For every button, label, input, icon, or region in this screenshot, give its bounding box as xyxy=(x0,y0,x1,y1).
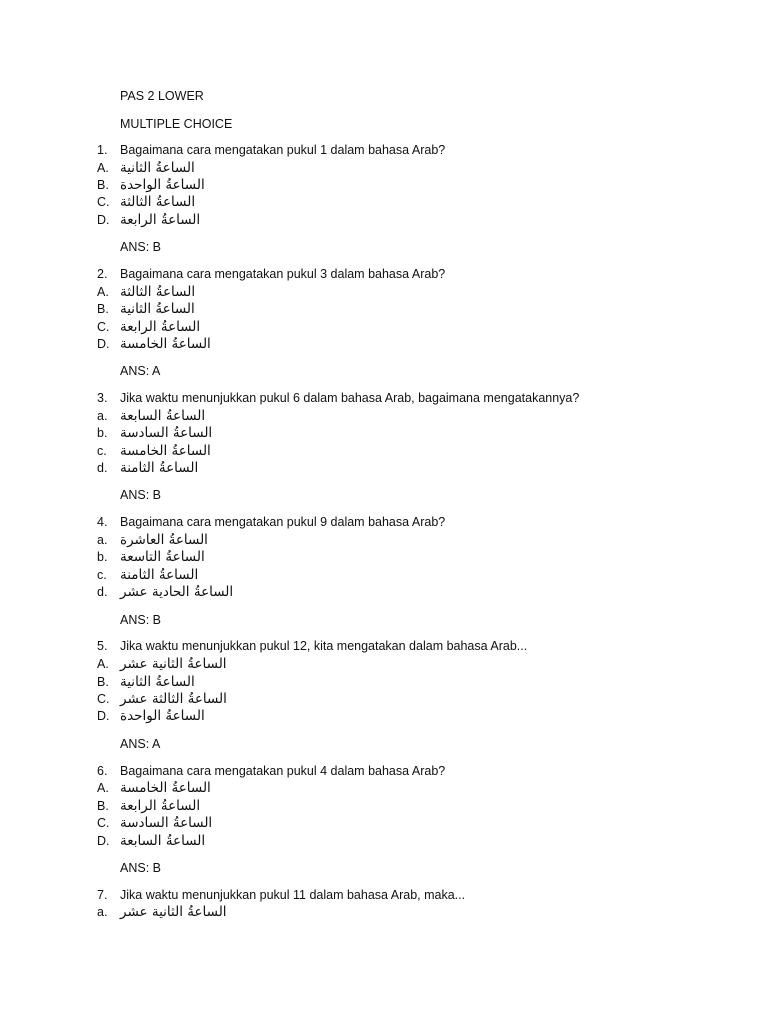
option-letter: a. xyxy=(97,905,108,919)
option-text: الساعةُ الواحدة xyxy=(120,708,205,724)
document-title: PAS 2 LOWER xyxy=(120,89,204,103)
option-text: الساعةُ السادسة xyxy=(120,815,213,831)
option-letter: A. xyxy=(97,781,109,795)
option-letter: b. xyxy=(97,426,108,440)
option-text: الساعةُ الثانية xyxy=(120,674,195,690)
question-number: 6. xyxy=(97,764,108,778)
question-number: 4. xyxy=(97,515,108,529)
option-letter: a. xyxy=(97,409,108,423)
option-letter: c. xyxy=(97,444,107,458)
answer-key: ANS: B xyxy=(120,861,161,875)
option-letter: C. xyxy=(97,320,110,334)
option-text: الساعةُ الثالثة عشر xyxy=(120,691,227,707)
option-text: الساعةُ الثانية عشر xyxy=(120,904,227,920)
option-letter: A. xyxy=(97,161,109,175)
question-text: Bagaimana cara mengatakan pukul 9 dalam bahasa Arab? xyxy=(120,515,446,529)
option-letter: C. xyxy=(97,816,110,830)
option-text: الساعةُ الخامسة xyxy=(120,780,211,796)
option-text: الساعةُ العاشرة xyxy=(120,532,208,548)
answer-key: ANS: B xyxy=(120,240,161,254)
option-letter: b. xyxy=(97,550,108,564)
option-letter: B. xyxy=(97,675,109,689)
option-text: الساعةُ الثانية xyxy=(120,160,195,176)
option-letter: D. xyxy=(97,213,110,227)
option-letter: D. xyxy=(97,834,110,848)
section-heading: MULTIPLE CHOICE xyxy=(120,117,233,131)
answer-key: ANS: A xyxy=(120,737,161,751)
question-text: Bagaimana cara mengatakan pukul 4 dalam bahasa Arab? xyxy=(120,764,446,778)
option-letter: D. xyxy=(97,709,110,723)
option-text: الساعةُ الحادية عشر xyxy=(120,584,234,600)
option-text: الساعةُ السابعة xyxy=(120,408,206,424)
answer-key: ANS: A xyxy=(120,364,161,378)
option-letter: c. xyxy=(97,568,107,582)
option-letter: B. xyxy=(97,302,109,316)
question-text: Bagaimana cara mengatakan pukul 3 dalam bahasa Arab? xyxy=(120,267,446,281)
option-letter: B. xyxy=(97,799,109,813)
option-letter: a. xyxy=(97,533,108,547)
question-number: 7. xyxy=(97,888,108,902)
question-text: Jika waktu menunjukkan pukul 6 dalam bahasa Arab, bagaimana mengatakannya? xyxy=(120,391,580,405)
question-number: 5. xyxy=(97,639,108,653)
option-letter: A. xyxy=(97,657,109,671)
option-text: الساعةُ الثامنة xyxy=(120,460,199,476)
question-text: Jika waktu menunjukkan pukul 11 dalam bahasa Arab, maka... xyxy=(120,888,466,902)
option-letter: A. xyxy=(97,285,109,299)
option-text: الساعةُ السابعة xyxy=(120,833,206,849)
question-number: 3. xyxy=(97,391,108,405)
option-text: الساعةُ الرابعة xyxy=(120,798,201,814)
option-text: الساعةُ التاسعة xyxy=(120,549,205,565)
question-number: 2. xyxy=(97,267,108,281)
question-number: 1. xyxy=(97,143,108,157)
option-text: الساعةُ الثالثة xyxy=(120,284,196,300)
option-text: الساعةُ الخامسة xyxy=(120,336,211,352)
option-letter: d. xyxy=(97,585,108,599)
answer-key: ANS: B xyxy=(120,613,161,627)
option-text: الساعةُ الخامسة xyxy=(120,443,211,459)
option-letter: d. xyxy=(97,461,108,475)
option-letter: C. xyxy=(97,195,110,209)
option-letter: C. xyxy=(97,692,110,706)
option-text: الساعةُ الرابعة xyxy=(120,319,201,335)
option-letter: B. xyxy=(97,178,109,192)
option-text: الساعةُ الثانية عشر xyxy=(120,656,227,672)
answer-key: ANS: B xyxy=(120,488,161,502)
option-text: الساعةُ الثالثة xyxy=(120,194,196,210)
option-text: الساعةُ الثامنة xyxy=(120,567,199,583)
question-text: Bagaimana cara mengatakan pukul 1 dalam bahasa Arab? xyxy=(120,143,446,157)
option-text: الساعةُ السادسة xyxy=(120,425,213,441)
option-text: الساعةُ الواحدة xyxy=(120,177,205,193)
option-letter: D. xyxy=(97,337,110,351)
option-text: الساعةُ الرابعة xyxy=(120,212,201,228)
question-text: Jika waktu menunjukkan pukul 12, kita mengatakan dalam bahasa Arab... xyxy=(120,639,528,653)
option-text: الساعةُ الثانية xyxy=(120,301,195,317)
